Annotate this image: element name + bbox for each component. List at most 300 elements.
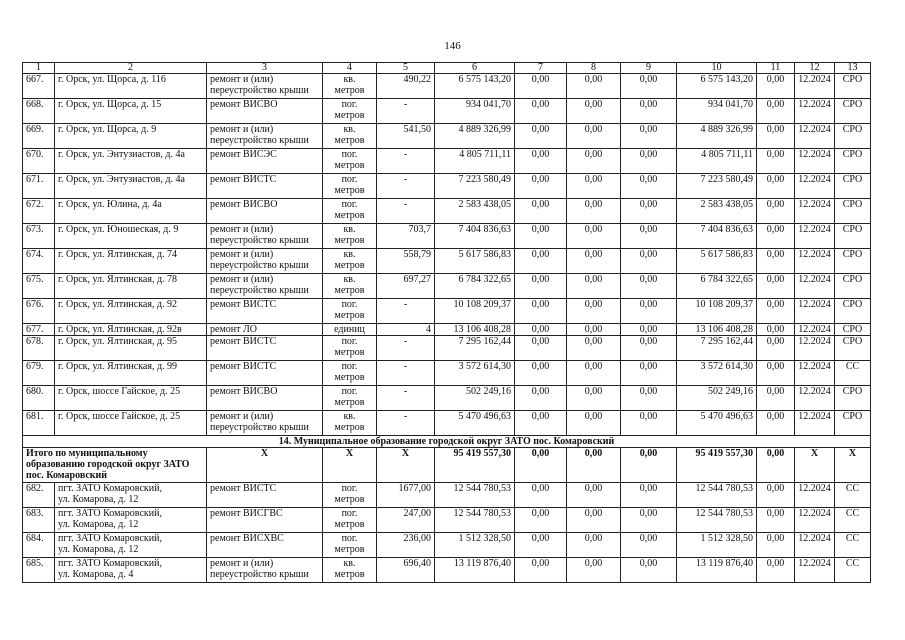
c10-cell: 7 223 580,49 [677, 174, 757, 199]
line: метров [334, 397, 365, 408]
quantity-cell: 697,27 [377, 274, 435, 299]
c9-cell: 0,00 [621, 386, 677, 411]
c7-cell: 0,00 [515, 199, 567, 224]
source-cell: СРО [835, 336, 871, 361]
line: пог. [341, 299, 358, 310]
date-cell: 12.2024 [795, 149, 835, 174]
c7-cell: 0,00 [515, 74, 567, 99]
c7-cell: 0,00 [515, 274, 567, 299]
unit-cell [323, 361, 377, 386]
unit-cell [323, 199, 377, 224]
c7-cell: 0,00 [515, 386, 567, 411]
table-row [23, 249, 871, 274]
line: ремонт и (или) [210, 124, 274, 135]
c10-cell: 12 544 780,53 [677, 508, 757, 533]
c11-cell: 0,00 [757, 508, 795, 533]
line: ремонт ВИСВО [210, 199, 278, 210]
line: ремонт ВИСТС [210, 483, 277, 494]
c9-cell: 0,00 [621, 324, 677, 336]
address-cell [55, 274, 207, 299]
c10-cell: 6 575 143,20 [677, 74, 757, 99]
c10-cell: 5 470 496,63 [677, 411, 757, 436]
table-row [23, 99, 871, 124]
work-type-cell [207, 299, 323, 324]
source-cell: СРО [835, 386, 871, 411]
unit-cell [323, 74, 377, 99]
total-cost-cell: 6 784 322,65 [435, 274, 515, 299]
section-header-row [23, 436, 871, 448]
col-header: 13 [835, 63, 871, 74]
c11-cell: 0,00 [757, 124, 795, 149]
total-cost-cell: 6 575 143,20 [435, 74, 515, 99]
line: пог. [341, 336, 358, 347]
c10-cell: 934 041,70 [677, 99, 757, 124]
source-cell: СС [835, 508, 871, 533]
unit-cell [323, 224, 377, 249]
total-cost-cell: 13 119 876,40 [435, 558, 515, 583]
work-type-cell [207, 224, 323, 249]
row-number: 674. [23, 249, 55, 274]
total-cost-cell: 7 223 580,49 [435, 174, 515, 199]
line: метров [334, 235, 365, 246]
line: г. Орск, ул. Ялтинская, д. 78 [58, 274, 178, 285]
line: ремонт и (или) [210, 224, 274, 235]
line: кв. [343, 74, 356, 85]
total-c10: 95 419 557,30 [677, 448, 757, 483]
address-cell [55, 224, 207, 249]
total-cost-cell: 502 249,16 [435, 386, 515, 411]
c11-cell: 0,00 [757, 336, 795, 361]
line: ремонт ВИСТС [210, 361, 277, 372]
c8-cell: 0,00 [567, 149, 621, 174]
unit-cell [323, 324, 377, 336]
quantity-cell: - [377, 386, 435, 411]
c11-cell: 0,00 [757, 174, 795, 199]
c8-cell: 0,00 [567, 274, 621, 299]
table-row [23, 299, 871, 324]
quantity-cell: 541,50 [377, 124, 435, 149]
row-number: 685. [23, 558, 55, 583]
c8-cell: 0,00 [567, 324, 621, 336]
quantity-cell: - [377, 174, 435, 199]
line: г. Орск, ул. Юношеская, д. 9 [58, 224, 179, 235]
line: ремонт и (или) [210, 558, 274, 569]
line: метров [334, 544, 365, 555]
address-cell [55, 149, 207, 174]
c9-cell: 0,00 [621, 336, 677, 361]
c9-cell: 0,00 [621, 361, 677, 386]
line: г. Орск, ул. Щорса, д. 15 [58, 99, 162, 110]
total-c11: 0,00 [757, 448, 795, 483]
date-cell: 12.2024 [795, 361, 835, 386]
row-number: 681. [23, 411, 55, 436]
quantity-cell: 1677,00 [377, 483, 435, 508]
quantity-cell: - [377, 149, 435, 174]
work-type-cell [207, 508, 323, 533]
c11-cell: 0,00 [757, 361, 795, 386]
line: метров [334, 185, 365, 196]
date-cell: 12.2024 [795, 483, 835, 508]
unit-cell [323, 124, 377, 149]
c8-cell: 0,00 [567, 361, 621, 386]
c9-cell: 0,00 [621, 508, 677, 533]
line: г. Орск, ул. Щорса, д. 9 [58, 124, 157, 135]
row-number: 675. [23, 274, 55, 299]
table-row [23, 483, 871, 508]
section-title: 14. Муниципальное образование городской округ ЗАТО пос. Комаровский [23, 436, 871, 448]
c8-cell: 0,00 [567, 124, 621, 149]
line: ул. Комарова, д. 4 [58, 569, 134, 580]
quantity-cell: - [377, 336, 435, 361]
row-number: 684. [23, 533, 55, 558]
line: пог. [341, 149, 358, 160]
work-type-cell [207, 274, 323, 299]
line: пог. [341, 483, 358, 494]
c10-cell: 2 583 438,05 [677, 199, 757, 224]
c10-cell: 7 295 162,44 [677, 336, 757, 361]
line: пгт. ЗАТО Комаровский, [58, 508, 162, 519]
table-row [23, 361, 871, 386]
date-cell: 12.2024 [795, 533, 835, 558]
line: кв. [343, 411, 356, 422]
line: пгт. ЗАТО Комаровский, [58, 533, 162, 544]
c10-cell: 12 544 780,53 [677, 483, 757, 508]
col-header: 3 [207, 63, 323, 74]
c11-cell: 0,00 [757, 199, 795, 224]
line: г. Орск, ул. Ялтинская, д. 99 [58, 361, 178, 372]
line: ремонт ВИСТС [210, 299, 277, 310]
line: г. Орск, ул. Юлина, д. 4а [58, 199, 162, 210]
source-cell: СРО [835, 411, 871, 436]
c7-cell: 0,00 [515, 249, 567, 274]
c10-cell: 3 572 614,30 [677, 361, 757, 386]
line: метров [334, 160, 365, 171]
c11-cell: 0,00 [757, 533, 795, 558]
date-cell: 12.2024 [795, 224, 835, 249]
quantity-cell: 696,40 [377, 558, 435, 583]
address-cell [55, 483, 207, 508]
date-cell: 12.2024 [795, 249, 835, 274]
total-cost-cell: 7 295 162,44 [435, 336, 515, 361]
col-header: 12 [795, 63, 835, 74]
quantity-cell: - [377, 199, 435, 224]
line: переустройство крыши [210, 235, 309, 246]
line: метров [334, 260, 365, 271]
line: ремонт ВИСЭС [210, 149, 277, 160]
total-cost-cell: 1 512 328,50 [435, 533, 515, 558]
source-cell: СРО [835, 299, 871, 324]
unit-cell [323, 411, 377, 436]
date-cell: 12.2024 [795, 124, 835, 149]
row-number: 680. [23, 386, 55, 411]
row-number: 678. [23, 336, 55, 361]
address-cell [55, 411, 207, 436]
table-row [23, 224, 871, 249]
total-row [23, 448, 871, 483]
c9-cell: 0,00 [621, 99, 677, 124]
source-cell: СС [835, 483, 871, 508]
c11-cell: 0,00 [757, 224, 795, 249]
date-cell: 12.2024 [795, 336, 835, 361]
c7-cell: 0,00 [515, 174, 567, 199]
table-row [23, 74, 871, 99]
line: пог. [341, 386, 358, 397]
line: г. Орск, шоссе Гайское, д. 25 [58, 386, 181, 397]
c9-cell: 0,00 [621, 124, 677, 149]
c11-cell: 0,00 [757, 249, 795, 274]
date-cell: 12.2024 [795, 558, 835, 583]
line: переустройство крыши [210, 260, 309, 271]
c11-cell: 0,00 [757, 99, 795, 124]
line: метров [334, 110, 365, 121]
line: г. Орск, ул. Ялтинская, д. 74 [58, 249, 178, 260]
row-number: 669. [23, 124, 55, 149]
line: г. Орск, ул. Энтузиастов, д. 4а [58, 174, 185, 185]
c8-cell: 0,00 [567, 174, 621, 199]
c9-cell: 0,00 [621, 224, 677, 249]
address-cell [55, 299, 207, 324]
col-header: 1 [23, 63, 55, 74]
total-cost-cell: 4 805 711,11 [435, 149, 515, 174]
line: переустройство крыши [210, 569, 309, 580]
unit-cell [323, 149, 377, 174]
row-number: 668. [23, 99, 55, 124]
c8-cell: 0,00 [567, 336, 621, 361]
c7-cell: 0,00 [515, 99, 567, 124]
line: переустройство крыши [210, 285, 309, 296]
work-type-cell [207, 411, 323, 436]
date-cell: 12.2024 [795, 508, 835, 533]
quantity-cell: - [377, 411, 435, 436]
line: ремонт ВИСТС [210, 174, 277, 185]
c8-cell: 0,00 [567, 533, 621, 558]
row-number: 670. [23, 149, 55, 174]
c8-cell: 0,00 [567, 299, 621, 324]
c9-cell: 0,00 [621, 199, 677, 224]
unit-cell [323, 174, 377, 199]
c10-cell: 7 404 836,63 [677, 224, 757, 249]
c7-cell: 0,00 [515, 361, 567, 386]
c10-cell: 4 805 711,11 [677, 149, 757, 174]
line: метров [334, 285, 365, 296]
work-type-cell [207, 386, 323, 411]
total-cost-cell: 3 572 614,30 [435, 361, 515, 386]
total-cost-cell: 7 404 836,63 [435, 224, 515, 249]
c8-cell: 0,00 [567, 199, 621, 224]
unit-cell [323, 483, 377, 508]
table-row [23, 124, 871, 149]
line: ул. Комарова, д. 12 [58, 519, 139, 530]
source-cell: СРО [835, 224, 871, 249]
work-type-cell [207, 149, 323, 174]
line: ремонт ВИСГВС [210, 508, 283, 519]
line: пог. [341, 508, 358, 519]
work-type-cell [207, 174, 323, 199]
work-type-cell [207, 99, 323, 124]
work-type-cell [207, 249, 323, 274]
c8-cell: 0,00 [567, 411, 621, 436]
line: метров [334, 347, 365, 358]
line: метров [334, 310, 365, 321]
total-c4: X [323, 448, 377, 483]
c10-cell: 4 889 326,99 [677, 124, 757, 149]
line: ремонт ВИСВО [210, 386, 278, 397]
quantity-cell: 490,22 [377, 74, 435, 99]
c9-cell: 0,00 [621, 411, 677, 436]
table-row [23, 199, 871, 224]
row-number: 667. [23, 74, 55, 99]
table-row [23, 533, 871, 558]
line: г. Орск, ул. Ялтинская, д. 92 [58, 299, 178, 310]
total-cost-cell: 5 617 586,83 [435, 249, 515, 274]
c7-cell: 0,00 [515, 324, 567, 336]
address-cell [55, 533, 207, 558]
total-label: Итого по муниципальному образованию городской округ ЗАТО пос. Комаровский [23, 448, 207, 483]
total-cost-cell: 13 106 408,28 [435, 324, 515, 336]
c7-cell: 0,00 [515, 533, 567, 558]
line: единиц [334, 324, 365, 335]
line: переустройство крыши [210, 422, 309, 433]
unit-cell [323, 533, 377, 558]
date-cell: 12.2024 [795, 199, 835, 224]
line: кв. [343, 124, 356, 135]
date-cell: 12.2024 [795, 274, 835, 299]
total-cost-cell: 12 544 780,53 [435, 483, 515, 508]
line: метров [334, 372, 365, 383]
line: переустройство крыши [210, 135, 309, 146]
total-c3: X [207, 448, 323, 483]
table-row [23, 386, 871, 411]
line: ремонт и (или) [210, 411, 274, 422]
c7-cell: 0,00 [515, 336, 567, 361]
source-cell: СРО [835, 74, 871, 99]
row-number: 673. [23, 224, 55, 249]
col-header: 11 [757, 63, 795, 74]
source-cell: СРО [835, 274, 871, 299]
line: метров [334, 210, 365, 221]
line: переустройство крыши [210, 85, 309, 96]
line: кв. [343, 249, 356, 260]
date-cell: 12.2024 [795, 324, 835, 336]
line: г. Орск, ул. Ялтинская, д. 95 [58, 336, 178, 347]
table-row [23, 558, 871, 583]
address-cell [55, 361, 207, 386]
c10-cell: 13 119 876,40 [677, 558, 757, 583]
address-cell [55, 199, 207, 224]
c11-cell: 0,00 [757, 483, 795, 508]
unit-cell [323, 336, 377, 361]
c8-cell: 0,00 [567, 74, 621, 99]
table-row [23, 149, 871, 174]
col-header: 9 [621, 63, 677, 74]
table-row [23, 508, 871, 533]
quantity-cell: 4 [377, 324, 435, 336]
line: ремонт ВИСВО [210, 99, 278, 110]
line: кв. [343, 274, 356, 285]
line: кв. [343, 224, 356, 235]
c9-cell: 0,00 [621, 533, 677, 558]
col-header: 8 [567, 63, 621, 74]
address-cell [55, 336, 207, 361]
address-cell [55, 508, 207, 533]
work-type-cell [207, 533, 323, 558]
work-type-cell [207, 483, 323, 508]
line: ремонт и (или) [210, 249, 274, 260]
col-header: 10 [677, 63, 757, 74]
c8-cell: 0,00 [567, 508, 621, 533]
line: метров [334, 422, 365, 433]
table-row [23, 336, 871, 361]
work-type-cell [207, 361, 323, 386]
work-type-cell [207, 336, 323, 361]
work-type-cell [207, 199, 323, 224]
source-cell: СРО [835, 249, 871, 274]
source-cell: СС [835, 361, 871, 386]
total-cost-cell: 934 041,70 [435, 99, 515, 124]
c9-cell: 0,00 [621, 274, 677, 299]
c9-cell: 0,00 [621, 174, 677, 199]
c10-cell: 502 249,16 [677, 386, 757, 411]
work-type-cell [207, 558, 323, 583]
quantity-cell: 703,7 [377, 224, 435, 249]
table-row [23, 324, 871, 336]
row-number: 671. [23, 174, 55, 199]
source-cell: СС [835, 533, 871, 558]
line: кв. [343, 558, 356, 569]
c11-cell: 0,00 [757, 324, 795, 336]
row-number: 682. [23, 483, 55, 508]
source-cell: СРО [835, 149, 871, 174]
total-sum: 95 419 557,30 [435, 448, 515, 483]
total-c5: X [377, 448, 435, 483]
unit-cell [323, 249, 377, 274]
address-cell [55, 386, 207, 411]
unit-cell [323, 558, 377, 583]
unit-cell [323, 386, 377, 411]
table-row [23, 274, 871, 299]
col-header: 4 [323, 63, 377, 74]
date-cell: 12.2024 [795, 99, 835, 124]
line: метров [334, 135, 365, 146]
line: г. Орск, ул. Щорса, д. 116 [58, 74, 166, 85]
line: пог. [341, 174, 358, 185]
c8-cell: 0,00 [567, 483, 621, 508]
row-number: 677. [23, 324, 55, 336]
total-cost-cell: 4 889 326,99 [435, 124, 515, 149]
line: ремонт и (или) [210, 274, 274, 285]
c9-cell: 0,00 [621, 249, 677, 274]
source-cell: СРО [835, 199, 871, 224]
c9-cell: 0,00 [621, 299, 677, 324]
line: метров [334, 569, 365, 580]
unit-cell [323, 274, 377, 299]
line: метров [334, 519, 365, 530]
work-type-cell [207, 324, 323, 336]
row-number: 676. [23, 299, 55, 324]
total-cost-cell: 10 108 209,37 [435, 299, 515, 324]
line: пог. [341, 361, 358, 372]
line: ремонт ВИСТС [210, 336, 277, 347]
date-cell: 12.2024 [795, 299, 835, 324]
line: ремонт ЛО [210, 324, 257, 335]
line: ремонт ВИСХВС [210, 533, 284, 544]
address-cell [55, 249, 207, 274]
date-cell: 12.2024 [795, 74, 835, 99]
c11-cell: 0,00 [757, 386, 795, 411]
work-type-cell [207, 124, 323, 149]
address-cell [55, 174, 207, 199]
unit-cell [323, 99, 377, 124]
